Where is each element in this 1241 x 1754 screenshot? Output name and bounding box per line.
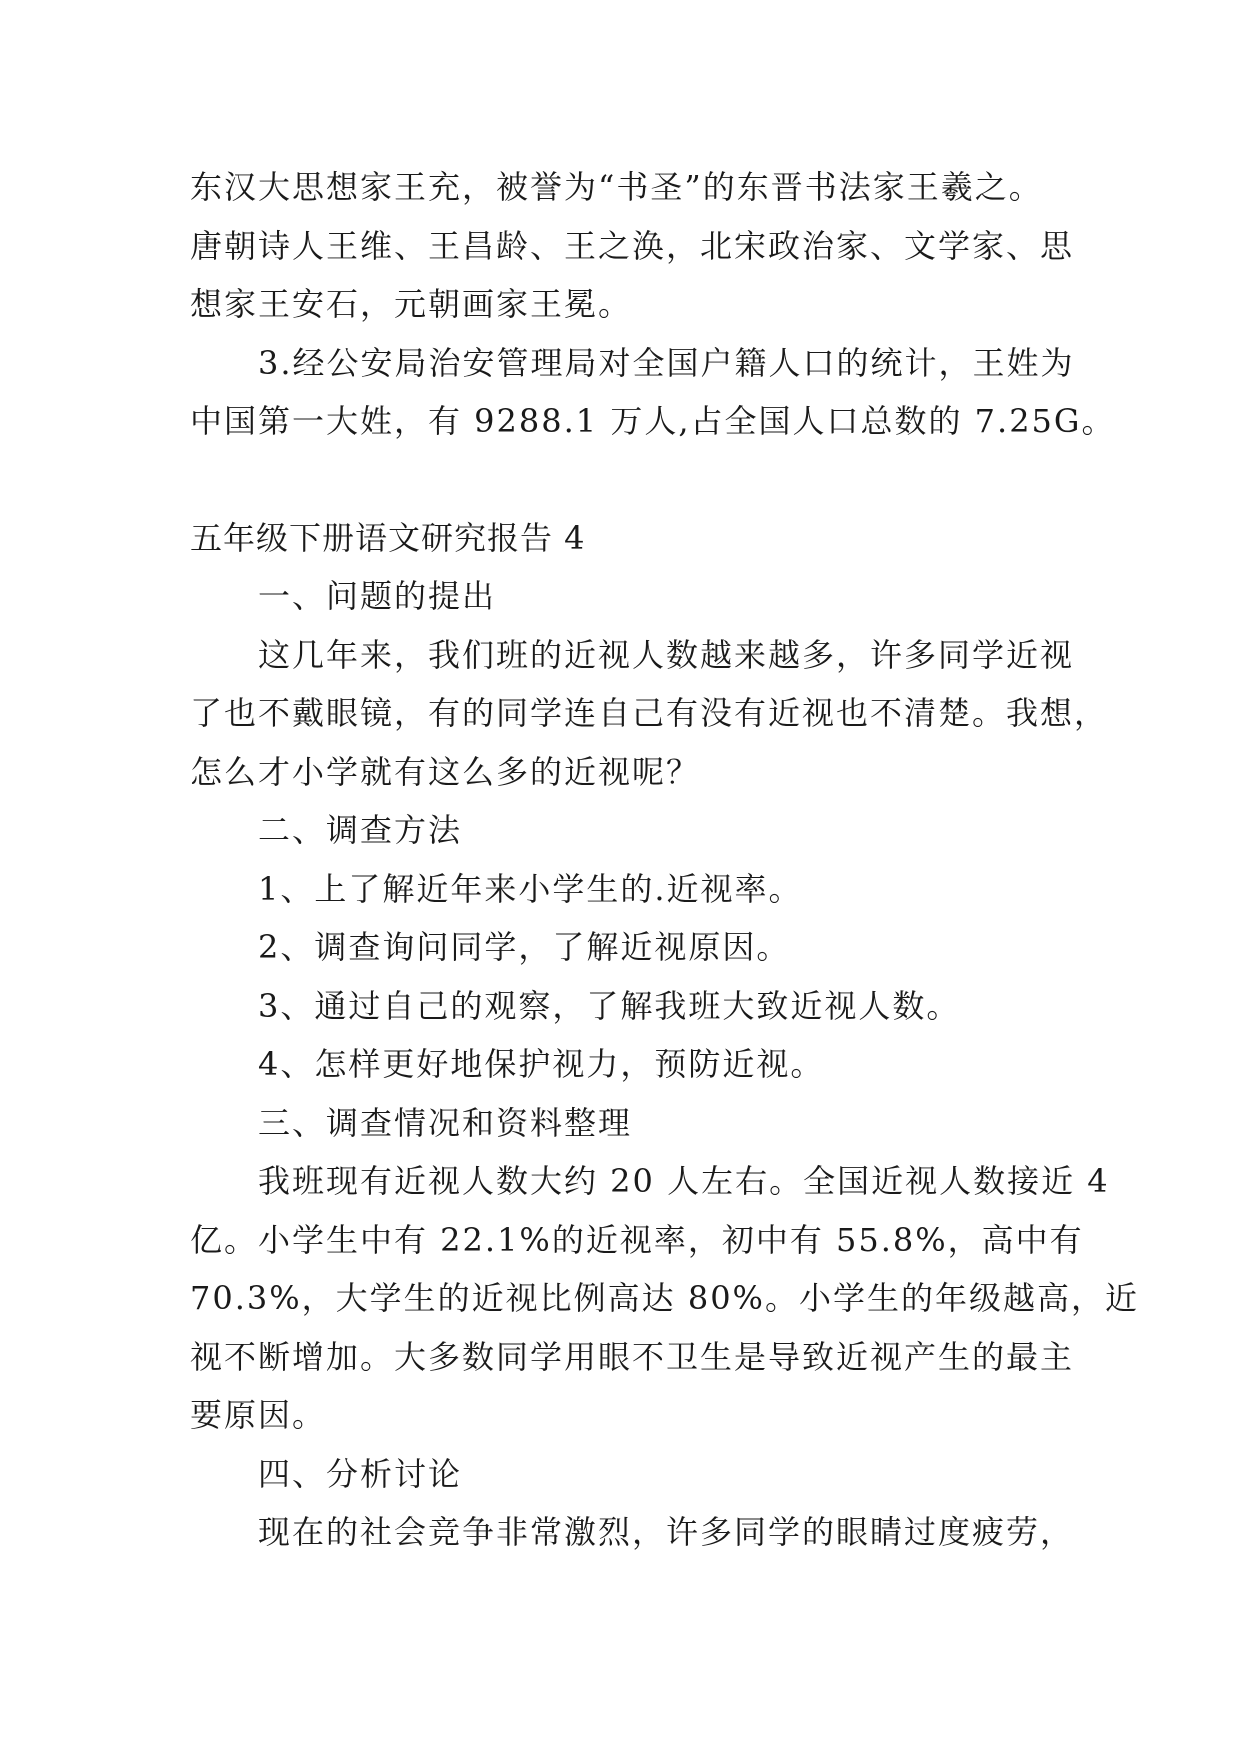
paragraph-line: 一、问题的提出: [258, 577, 497, 615]
paragraph-line: 1、上了解近年来小学生的.近视率。: [258, 869, 803, 908]
paragraph-line: 唐朝诗人王维、王昌龄、王之涣，北宋政治家、文学家、思: [190, 226, 1075, 265]
paragraph-line: 我班现有近视人数大约 20 人左右。全国近视人数接近 4: [258, 1162, 1110, 1200]
paragraph-line: 二、调查方法: [258, 811, 463, 849]
section-title: 五年级下册语文研究报告 4: [190, 518, 586, 557]
paragraph-line: 想家王安石，元朝画家王冕。: [190, 285, 633, 323]
paragraph-line: 三、调查情况和资料整理: [258, 1103, 633, 1142]
paragraph-line: 要原因。: [190, 1396, 327, 1434]
paragraph-line: 视不断增加。大多数同学用眼不卫生是导致近视产生的最主: [190, 1337, 1075, 1376]
paragraph-line: 70.3%，大学生的近视比例高达 80%。小学生的年级越高，近: [190, 1279, 1139, 1317]
section-gap: [190, 451, 1070, 509]
paragraph-line: 2、调查询问同学，了解近视原因。: [258, 928, 791, 966]
paragraph-line: 现在的社会竞争非常激烈，许多同学的眼睛过度疲劳，: [258, 1513, 1075, 1551]
report-section-text: [190, 567, 1139, 1562]
paragraph-line: 亿。小学生中有 22.1%的近视率，初中有 55.8%，高中有: [190, 1220, 1084, 1259]
previous-section-text: [190, 158, 1116, 451]
paragraph-line: 东汉大思想家王充，被誉为“书圣”的东晋书法家王羲之。: [190, 168, 1043, 206]
paragraph-line: 了也不戴眼镜，有的同学连自己有没有近视也不清楚。我想，: [190, 694, 1109, 732]
paragraph-line: 四、分析讨论: [258, 1454, 463, 1493]
paragraph-line: 4、怎样更好地保护视力，预防近视。: [258, 1045, 825, 1083]
paragraph-line: 3.经公安局治安管理局对全国户籍人口的统计，王姓为: [258, 343, 1075, 382]
paragraph-line: 中国第一大姓，有 9288.1 万人,占全国人口总数的 7.25G。: [190, 402, 1116, 440]
paragraph-line: 3、通过自己的观察，了解我班大致近视人数。: [258, 986, 961, 1025]
document-body: [190, 158, 1139, 1562]
paragraph-line: 怎么才小学就有这么多的近视呢？: [190, 752, 701, 791]
paragraph-line: 这几年来，我们班的近视人数越来越多，许多同学近视: [258, 635, 1075, 674]
